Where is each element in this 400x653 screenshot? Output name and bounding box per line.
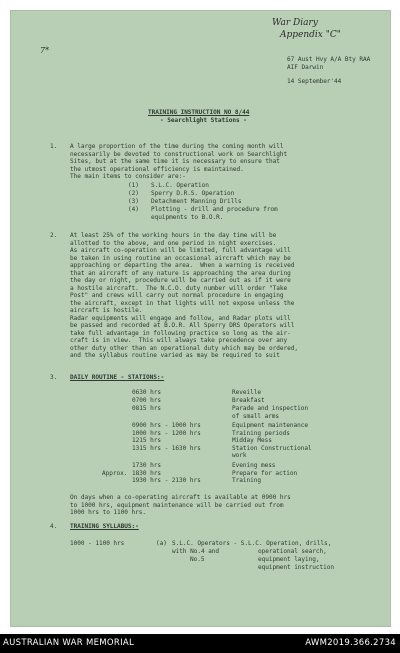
section-4-number: 4. <box>50 523 58 530</box>
section-2-line: take full advantage in following practice so long as the air- <box>70 329 291 337</box>
section-2-line: allotted to the above, and one period in night exercises. <box>70 239 277 247</box>
section-2-line: Radar equipments will engage and follow, and Radar plots will <box>70 314 291 322</box>
routine-activity: Midday Mess <box>232 437 272 444</box>
syllabus-item-detail: equipment laying, <box>258 556 320 563</box>
document-page <box>10 10 391 627</box>
section-2-line: be passed and recorded at B.O.R. All Sperry DRS Operators will <box>70 322 295 329</box>
section-2-line: a hostile aircraft. The N.C.O. duty number will order "Take <box>70 284 288 292</box>
routine-activity: Breakfast <box>232 397 265 404</box>
section-1-number: 1. <box>50 143 58 150</box>
routine-activity-cont: of small arms <box>232 412 280 420</box>
section-2-number: 2. <box>50 232 58 239</box>
routine-activity: Evening mess <box>232 462 276 469</box>
routine-time: 1730 hrs <box>132 462 161 469</box>
handwritten-war-diary: War Diary <box>272 18 318 28</box>
list-item-text: Plotting - drill and procedure from <box>151 206 278 213</box>
document-subtitle: - Searchlight Stations - <box>160 117 247 124</box>
note-line: 1000 hrs to 1100 hrs. <box>70 509 146 516</box>
footer-accession-number: AWM2019.366.2734 <box>305 638 396 648</box>
handwritten-appendix: Appendix "C" <box>280 30 341 40</box>
document-title: TRAINING INSTRUCTION NO 8/44 <box>148 109 250 116</box>
handwritten-margin-mark: 7* <box>40 46 50 55</box>
list-item-text: Sperry D.R.S. Operation <box>151 190 235 197</box>
syllabus-item-line: S.L.C. Operators - S.L.C. Operation, drills, <box>172 540 332 547</box>
section-4-heading: TRAINING SYLLABUS:- <box>70 523 139 530</box>
footer-bar <box>0 634 400 653</box>
section-3-number: 3. <box>50 374 58 381</box>
syllabus-item-col: with No.4 and <box>172 548 220 555</box>
section-2-line: At least 25% of the working hours in the day time will be <box>70 232 277 239</box>
routine-activity: Prepare for action <box>232 469 298 477</box>
section-2-line: As aircraft co-operation will be limited, full advantage will <box>70 247 291 254</box>
routine-time: 1215 hrs <box>132 437 161 444</box>
section-2-line: craft is in view. This will always take precedence over any <box>70 337 288 344</box>
footer-institution: AUSTRALIAN WAR MEMORIAL <box>3 638 135 648</box>
section-2-line: Post" and crews will carry out normal procedure in engaging <box>70 292 284 299</box>
routine-time: 0630 hrs <box>132 389 161 396</box>
unit-line-1: 67 Aust Hvy A/A Bty RAA <box>287 56 371 63</box>
note-line: to 1000 hrs, equipment maintenance will be carried out from <box>70 501 284 509</box>
unit-line-2: AIF Darwin <box>287 64 324 71</box>
syllabus-item-col: No.5 <box>190 556 205 563</box>
list-item-number: (1) <box>128 182 139 189</box>
routine-time: 0900 hrs - 1000 hrs <box>132 422 201 429</box>
routine-activity: Equipment maintenance <box>232 422 308 429</box>
section-1-line: necessarily be devoted to constructional work on Searchlight <box>70 150 288 158</box>
routine-activity: Parade and inspection <box>232 405 308 412</box>
section-2-line: the day or night, procedure will be carried out as if it were <box>70 277 291 284</box>
syllabus-item-label: (a) <box>156 540 167 547</box>
section-1-line: Sites, but at the same time it is necessary to ensure that <box>70 158 280 165</box>
routine-time: 0700 hrs <box>132 397 161 404</box>
routine-activity-cont: work <box>232 452 247 459</box>
routine-activity: Reveille <box>232 389 261 396</box>
syllabus-item-detail: equipment instruction <box>258 564 334 571</box>
routine-activity: Station Constructional <box>232 444 312 452</box>
routine-prefix: Approx. <box>102 469 128 477</box>
section-2-line: aircraft is hostile. <box>70 307 143 314</box>
list-item-text: equipments to B.O.R. <box>151 213 224 221</box>
list-item-text: Detachment Manning Drills <box>151 198 242 205</box>
note-line: On days when a co-operating aircraft is available at 0900 hrs <box>70 494 291 501</box>
section-2-line: the aircraft, except in that lights will not expose unless the <box>70 299 295 307</box>
section-2-line: that an aircraft of any nature is approaching the area during <box>70 269 291 277</box>
section-2-line: and the syllabus routine varied as may be required to suit <box>70 352 280 359</box>
list-item-number: (4) <box>128 206 139 213</box>
syllabus-item-detail: operational search, <box>258 548 327 555</box>
section-2-line: other duty other than an operational duty which may be ordered, <box>70 344 298 352</box>
routine-activity: Training periods <box>232 429 290 437</box>
routine-activity: Training <box>232 477 261 484</box>
section-1-line: The main items to consider are:- <box>70 173 186 180</box>
routine-time: 1830 hrs <box>132 469 161 477</box>
document-date: 14 September'44 <box>287 78 342 85</box>
list-item-number: (2) <box>128 190 139 197</box>
routine-time: 1315 hrs - 1630 hrs <box>132 444 201 452</box>
section-1-line: the utmost operational efficiency is maintained. <box>70 165 244 173</box>
list-item-number: (3) <box>128 198 139 205</box>
section-1-line: A large proportion of the time during the coming month will <box>70 143 284 150</box>
routine-time: 1000 hrs - 1200 hrs <box>132 429 201 437</box>
syllabus-time: 1000 - 1100 hrs <box>70 540 125 547</box>
routine-time: 1930 hrs - 2130 hrs <box>132 477 201 484</box>
section-3-heading: DAILY ROUTINE - STATIONS:- <box>70 374 165 381</box>
list-item-text: S.L.C. Operation <box>151 182 209 189</box>
section-2-line: approaching or departing the area. When a warning is received <box>70 262 295 269</box>
section-2-line: be taken in using routine an occasional aircraft which may be <box>70 254 291 262</box>
routine-time: 0815 hrs <box>132 405 161 412</box>
